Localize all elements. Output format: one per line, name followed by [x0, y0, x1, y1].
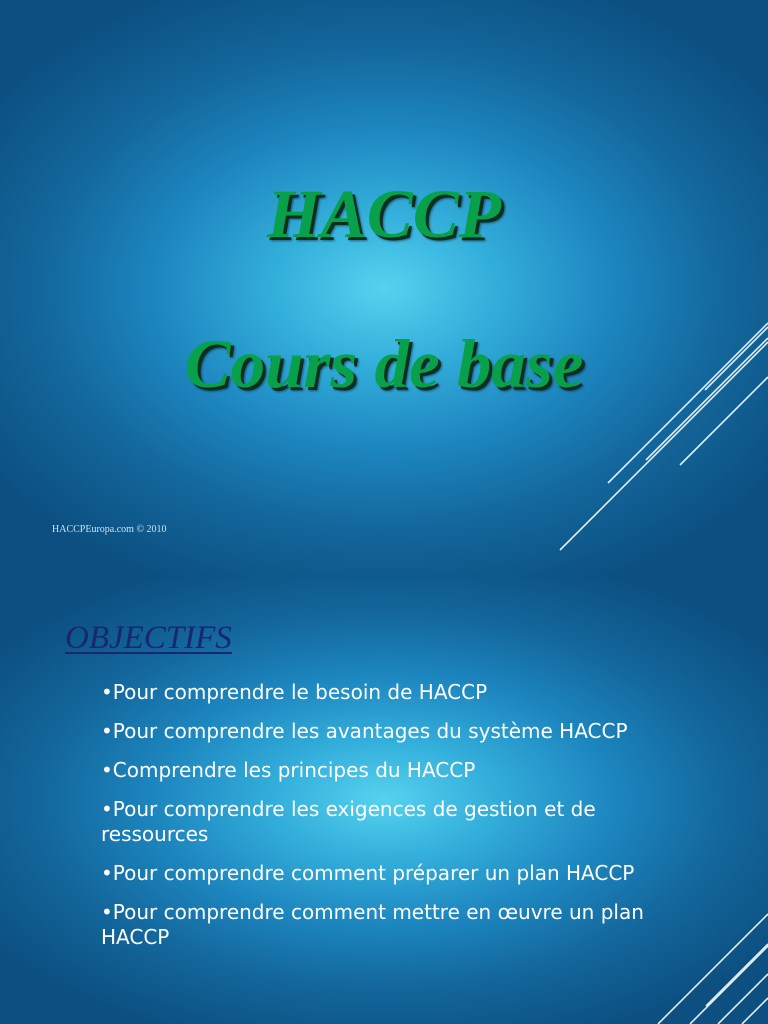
slide-title-line-2: Cours de base	[184, 326, 584, 402]
slide-title-line-1: HACCP	[267, 176, 501, 252]
objective-item: • Pour comprendre les exigences de gestion et de ressources	[101, 797, 661, 847]
objectives-heading: OBJECTIFS	[65, 620, 232, 656]
objectives-list	[101, 680, 661, 964]
copyright-note: HACCPEuropa.com © 2010	[52, 524, 167, 535]
objective-item: • Comprendre les principes du HACCP	[101, 758, 661, 783]
objectives-slide	[0, 576, 768, 1024]
objective-item: • Pour comprendre comment mettre en œuvre un plan HACCP	[101, 900, 661, 950]
objective-item: • Pour comprendre le besoin de HACCP	[101, 680, 661, 705]
objective-item: • Pour comprendre comment préparer un plan HACCP	[101, 861, 661, 886]
objective-item: • Pour comprendre les avantages du système HACCP	[101, 719, 661, 744]
